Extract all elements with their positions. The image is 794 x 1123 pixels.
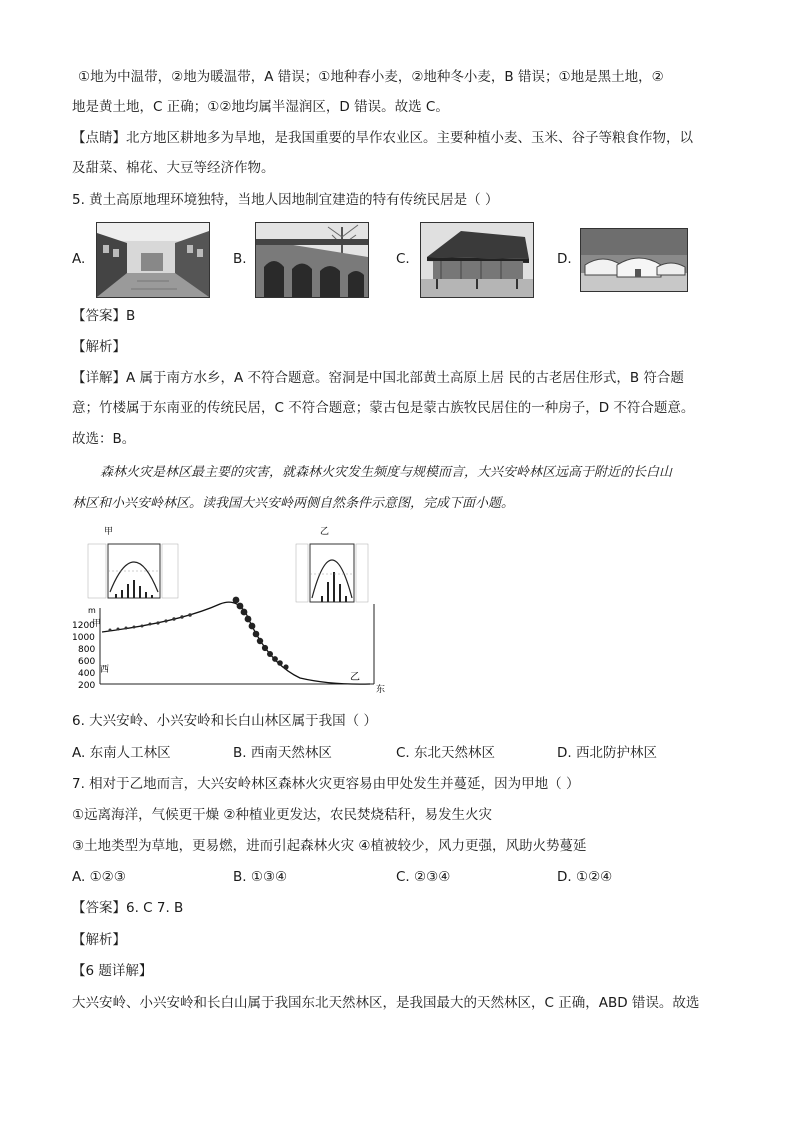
q5-option-a-label: A. [72,251,86,267]
y-tick: 600 [78,657,96,667]
yurt-photo [580,228,688,292]
water-town-photo [96,222,210,298]
text-line: 及甜菜、棉花、大豆等经济作物。 [72,160,275,176]
answer-6-7: 【答案】6. C 7. B [72,900,184,916]
cave-dwelling-photo [255,222,369,298]
q7-statements: ①远离海洋，气候更干燥 ②种植业更发达，农民焚烧秸秆，易发生火灾 [72,807,492,823]
stem-paragraph: 森林火灾是林区最主要的灾害，就森林火灾发生频度与规模而言，大兴安岭林区远高于附近的长白山 [100,465,673,480]
q5-option-c-label: C. [396,251,410,267]
q6-detail-heading: 【6 题详解】 [72,963,153,979]
q7-statements: ③土地类型为草地，更易燃，进而引起森林火灾 ④植被较少，风力更强，风助火势蔓延 [72,838,587,854]
q6-option-a: A. 东南人工林区 [72,745,171,761]
analysis-heading: 【解析】 [72,932,126,948]
climate-chart-yi-label: 乙 [320,527,330,537]
tip-paragraph: 【点睛】北方地区耕地多为旱地，是我国重要的旱作农业区。主要种植小麦、玉米、谷子等粮食作物，以 [72,130,693,146]
detail-line: 意；竹楼属于东南亚的传统民居，C 不符合题意；蒙古包是蒙古族牧民居住的一种房子，D 不符合题意。 [72,400,695,416]
answer-5: 【答案】B [72,308,136,324]
question-5: 5. 黄土高原地理环境独特，当地人因地制宜建造的特有传统民居是（ ） [72,192,499,208]
profile-unit: m [88,606,96,615]
q6-option-b: B. 西南天然林区 [233,745,332,761]
climate-chart-yi [296,526,368,602]
q7-option-b: B. ①③④ [233,869,288,885]
y-tick: 800 [78,645,96,655]
q5-option-b-label: B. [233,251,247,267]
bamboo-house-photo [420,222,534,298]
climate-chart-jia-label: 甲 [104,527,114,537]
q7-option-c: C. ②③④ [396,869,451,885]
y-tick: 1200 [72,621,95,631]
q7-option-d: D. ①②④ [557,869,613,885]
profile-yi-label: 乙 [350,672,360,683]
q6-option-c: C. 东北天然林区 [396,745,496,761]
y-tick: 200 [78,681,96,691]
y-tick: 400 [78,669,96,679]
q5-option-d-label: D. [557,251,572,267]
climate-chart-jia [88,526,178,598]
q6-option-d: D. 西北防护林区 [557,745,657,761]
khingan-profile-figure [70,522,390,694]
profile-east-label: 东 [376,685,386,694]
profile-jia-label: 甲 [92,619,102,629]
y-tick: 1000 [72,633,95,643]
profile-west-label: 西 [100,665,110,675]
question-6: 6. 大兴安岭、小兴安岭和长白山林区属于我国（ ） [72,713,377,729]
text-line: ①地为中温带，②地为暖温带，A 错误；①地种春小麦，②地种冬小麦，B 错误；①地是黑土地，② [78,69,664,85]
text-line: 地是黄土地，C 正确；①②地均属半湿润区，D 错误。故选 C。 [72,99,449,115]
detail-line: 【详解】A 属于南方水乡，A 不符合题意。窑洞是中国北部黄土高原上居 民的古老居住形式，B 符合题 [72,370,684,386]
question-7: 7. 相对于乙地而言，大兴安岭林区森林火灾更容易由甲处发生并蔓延，因为甲地（ ） [72,776,580,792]
detail-line: 故选：B。 [72,431,136,447]
q6-detail-text: 大兴安岭、小兴安岭和长白山属于我国东北天然林区，是我国最大的天然林区，C 正确，ABD 错误。故选 [72,995,700,1011]
stem-paragraph: 林区和小兴安岭林区。读我国大兴安岭两侧自然条件示意图，完成下面小题。 [72,496,515,511]
analysis-heading: 【解析】 [72,339,126,355]
q7-option-a: A. ①②③ [72,869,126,885]
